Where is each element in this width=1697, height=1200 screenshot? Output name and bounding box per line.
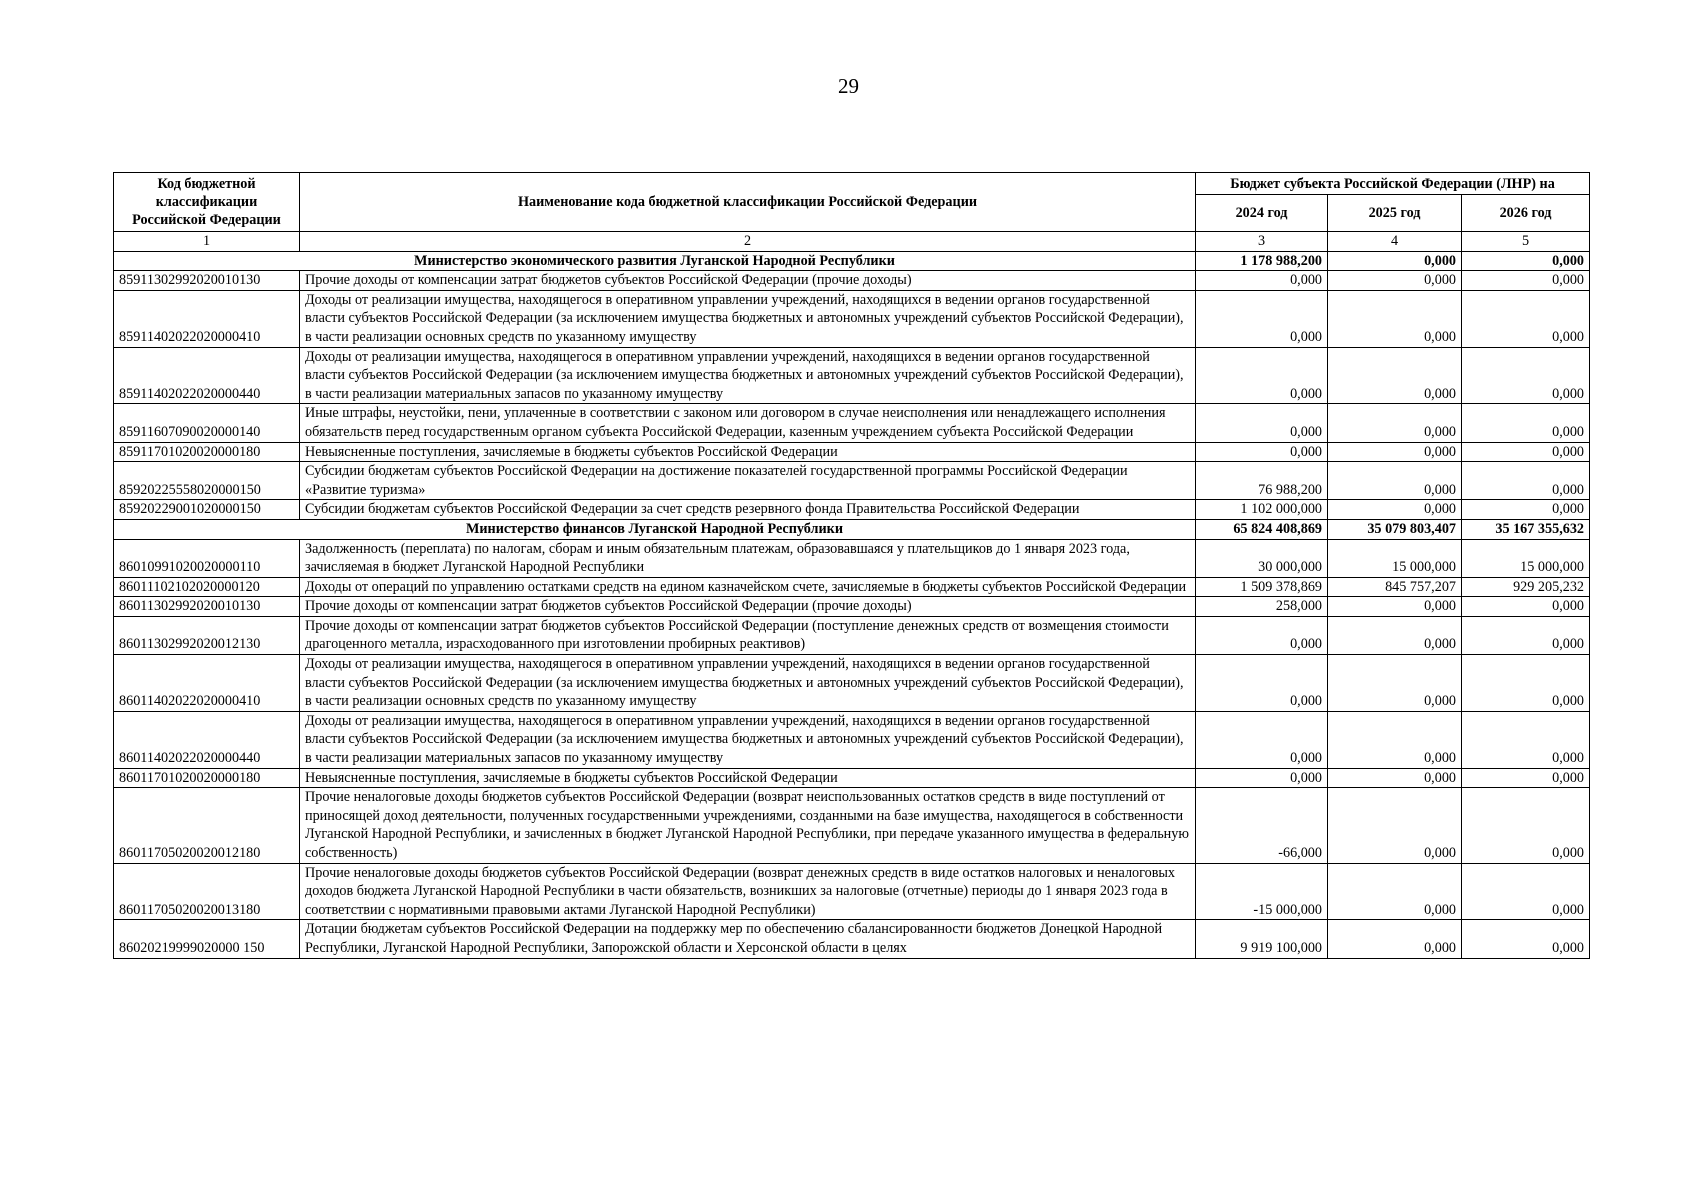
- section-total: 65 824 408,869: [1196, 519, 1328, 539]
- column-index: 1: [114, 232, 300, 252]
- budget-code-name: Невыясненные поступления, зачисляемые в бюджеты субъектов Российской Федерации: [300, 442, 1196, 462]
- budget-code: 86011402022020000410: [114, 655, 300, 712]
- budget-code: 86011402022020000440: [114, 711, 300, 768]
- table-row: [114, 655, 1590, 712]
- section-total: 1 178 988,200: [1196, 251, 1328, 271]
- amount-cell: 0,000: [1328, 462, 1462, 500]
- budget-code: 86011705020020012180: [114, 788, 300, 863]
- budget-code-name: Прочие неналоговые доходы бюджетов субъектов Российской Федерации (возврат неиспользованных остатков средств в виде поступлений от приносящей доход деятельности, полученных государственными учреждениями, созданными на базе имущества, находящегося в собственности Луганской Народной Республики, и зачисленных в бюджет Луганской Народной Республики, при передаче указанного имущества в федеральную собственность): [300, 788, 1196, 863]
- budget-code: 86011302992020010130: [114, 597, 300, 617]
- amount-cell: 0,000: [1196, 768, 1328, 788]
- budget-code-name: Иные штрафы, неустойки, пени, уплаченные в соответствии с законом или договором в случае неисполнения или ненадлежащего исполнения обязательств перед государственным органом субъекта Российской Федерации, казенным учреждением субъекта Российской Федерации: [300, 404, 1196, 442]
- amount-cell: 0,000: [1462, 500, 1590, 520]
- budget-code-name: Прочие неналоговые доходы бюджетов субъектов Российской Федерации (возврат денежных средств в виде остатков налоговых и неналоговых доходов бюджета Луганской Народной Республики в части обязательств, возникших за налоговые (отчетные) периоды до 1 января 2023 года в соответствии с нормативными правовыми актами Луганской Народной Республики): [300, 863, 1196, 920]
- amount-cell: 15 000,000: [1328, 539, 1462, 577]
- budget-code-name: Доходы от реализации имущества, находящегося в оперативном управлении учреждений, находящихся в ведении органов государственной власти субъектов Российской Федерации (за исключением имущества бюджетных и автономных учреждений субъектов Российской Федерации), в части реализации основных средств по указанному имуществу: [300, 290, 1196, 347]
- amount-cell: 0,000: [1328, 290, 1462, 347]
- section-title: Министерство финансов Луганской Народной Республики: [114, 519, 1196, 539]
- budget-code: 85911701020020000180: [114, 442, 300, 462]
- table-row: [114, 920, 1590, 958]
- amount-cell: 258,000: [1196, 597, 1328, 617]
- table-row: [114, 404, 1590, 442]
- amount-cell: 929 205,232: [1462, 577, 1590, 597]
- section-total: 35 079 803,407: [1328, 519, 1462, 539]
- year-2025-header: 2025 год: [1328, 195, 1462, 232]
- budget-code-name: Прочие доходы от компенсации затрат бюджетов субъектов Российской Федерации (прочие доходы): [300, 271, 1196, 291]
- budget-code: 85920229001020000150: [114, 500, 300, 520]
- amount-cell: 0,000: [1462, 616, 1590, 654]
- column-index: 3: [1196, 232, 1328, 252]
- amount-cell: 0,000: [1196, 404, 1328, 442]
- amount-cell: -15 000,000: [1196, 863, 1328, 920]
- amount-cell: -66,000: [1196, 788, 1328, 863]
- section-total: 0,000: [1462, 251, 1590, 271]
- amount-cell: 9 919 100,000: [1196, 920, 1328, 958]
- budget-code-name: Задолженность (переплата) по налогам, сборам и иным обязательным платежам, образовавшаяся у плательщиков до 1 января 2023 года, зачисляемая в бюджет Луганской Народной Республики: [300, 539, 1196, 577]
- amount-cell: 0,000: [1328, 863, 1462, 920]
- budget-code-name: Прочие доходы от компенсации затрат бюджетов субъектов Российской Федерации (прочие доходы): [300, 597, 1196, 617]
- amount-cell: 0,000: [1328, 442, 1462, 462]
- amount-cell: 0,000: [1196, 290, 1328, 347]
- amount-cell: 0,000: [1462, 347, 1590, 404]
- budget-code-name: Доходы от реализации имущества, находящегося в оперативном управлении учреждений, находящихся в ведении органов государственной власти субъектов Российской Федерации (за исключением имущества бюджетных и автономных учреждений субъектов Российской Федерации), в части реализации материальных запасов по указанному имуществу: [300, 711, 1196, 768]
- budget-code: 85911402022020000410: [114, 290, 300, 347]
- amount-cell: 0,000: [1462, 711, 1590, 768]
- amount-cell: 30 000,000: [1196, 539, 1328, 577]
- amount-cell: 0,000: [1328, 347, 1462, 404]
- amount-cell: 0,000: [1462, 597, 1590, 617]
- budget-code: 85911607090020000140: [114, 404, 300, 442]
- year-2024-header: 2024 год: [1196, 195, 1328, 232]
- table-row: [114, 462, 1590, 500]
- amount-cell: 845 757,207: [1328, 577, 1462, 597]
- amount-cell: 0,000: [1196, 616, 1328, 654]
- table-row: [114, 347, 1590, 404]
- budget-code: 85911302992020010130: [114, 271, 300, 291]
- budget-code: 86011705020020013180: [114, 863, 300, 920]
- table-row: [114, 442, 1590, 462]
- amount-cell: 0,000: [1196, 711, 1328, 768]
- amount-cell: 0,000: [1196, 347, 1328, 404]
- amount-cell: 0,000: [1196, 442, 1328, 462]
- column-index: 4: [1328, 232, 1462, 252]
- amount-cell: 0,000: [1328, 655, 1462, 712]
- amount-cell: 0,000: [1196, 655, 1328, 712]
- name-column-header: Наименование кода бюджетной классификации Российской Федерации: [300, 173, 1196, 232]
- budget-code-name: Доходы от реализации имущества, находящегося в оперативном управлении учреждений, находящихся в ведении органов государственной власти субъектов Российской Федерации (за исключением имущества бюджетных и автономных учреждений субъектов Российской Федерации), в части реализации материальных запасов по указанному имуществу: [300, 347, 1196, 404]
- column-index: 5: [1462, 232, 1590, 252]
- budget-code: 86020219999020000 150: [114, 920, 300, 958]
- amount-cell: 0,000: [1328, 500, 1462, 520]
- header-row: [114, 173, 1590, 195]
- amount-cell: 0,000: [1462, 290, 1590, 347]
- table-row: [114, 290, 1590, 347]
- amount-cell: 76 988,200: [1196, 462, 1328, 500]
- amount-cell: 0,000: [1462, 462, 1590, 500]
- amount-cell: 0,000: [1462, 655, 1590, 712]
- column-index-row: [114, 232, 1590, 252]
- budget-code-name: Доходы от реализации имущества, находящегося в оперативном управлении учреждений, находящихся в ведении органов государственной власти субъектов Российской Федерации (за исключением имущества бюджетных и автономных учреждений субъектов Российской Федерации), в части реализации основных средств по указанному имуществу: [300, 655, 1196, 712]
- table-row: [114, 768, 1590, 788]
- amount-cell: 0,000: [1328, 788, 1462, 863]
- table-row: [114, 863, 1590, 920]
- table-row: [114, 577, 1590, 597]
- amount-cell: 0,000: [1328, 711, 1462, 768]
- section-row: [114, 519, 1590, 539]
- section-title: Министерство экономического развития Луганской Народной Республики: [114, 251, 1196, 271]
- amount-cell: 0,000: [1462, 920, 1590, 958]
- amount-cell: 0,000: [1462, 863, 1590, 920]
- amount-cell: 0,000: [1462, 442, 1590, 462]
- table-row: [114, 500, 1590, 520]
- amount-cell: 0,000: [1462, 271, 1590, 291]
- budget-code: 85920225558020000150: [114, 462, 300, 500]
- budget-code-name: Дотации бюджетам субъектов Российской Федерации на поддержку мер по обеспечению сбалансированности бюджетов Донецкой Народной Республики, Луганской Народной Республики, Запорожской области и Херсонской области в целях: [300, 920, 1196, 958]
- page-number: 29: [838, 74, 859, 98]
- table-row: [114, 597, 1590, 617]
- column-index: 2: [300, 232, 1196, 252]
- amount-cell: 0,000: [1462, 788, 1590, 863]
- budget-group-header: Бюджет субъекта Российской Федерации (ЛНР) на: [1196, 173, 1590, 195]
- budget-code: 86010991020020000110: [114, 539, 300, 577]
- budget-code-name: Доходы от операций по управлению остатками средств на едином казначейском счете, зачисляемые в бюджеты субъектов Российской Федерации: [300, 577, 1196, 597]
- section-row: [114, 251, 1590, 271]
- budget-code: 86011701020020000180: [114, 768, 300, 788]
- budget-table: [113, 172, 1590, 959]
- amount-cell: 0,000: [1328, 271, 1462, 291]
- table-row: [114, 271, 1590, 291]
- table-row: [114, 711, 1590, 768]
- amount-cell: 1 102 000,000: [1196, 500, 1328, 520]
- amount-cell: 15 000,000: [1462, 539, 1590, 577]
- amount-cell: 0,000: [1462, 404, 1590, 442]
- budget-code-name: Субсидии бюджетам субъектов Российской Федерации на достижение показателей государственной программы Российской Федерации «Развитие туризма»: [300, 462, 1196, 500]
- table-row: [114, 539, 1590, 577]
- budget-code: 86011302992020012130: [114, 616, 300, 654]
- budget-code-name: Невыясненные поступления, зачисляемые в бюджеты субъектов Российской Федерации: [300, 768, 1196, 788]
- budget-code-name: Субсидии бюджетам субъектов Российской Федерации за счет средств резервного фонда Правительства Российской Федерации: [300, 500, 1196, 520]
- year-2026-header: 2026 год: [1462, 195, 1590, 232]
- amount-cell: 0,000: [1328, 597, 1462, 617]
- section-total: 0,000: [1328, 251, 1462, 271]
- amount-cell: 0,000: [1462, 768, 1590, 788]
- code-column-header: Код бюджетной классификации Российской Федерации: [114, 173, 300, 232]
- budget-code: 86011102102020000120: [114, 577, 300, 597]
- amount-cell: 0,000: [1328, 768, 1462, 788]
- table-row: [114, 788, 1590, 863]
- section-total: 35 167 355,632: [1462, 519, 1590, 539]
- amount-cell: 0,000: [1328, 920, 1462, 958]
- amount-cell: 0,000: [1328, 404, 1462, 442]
- table-row: [114, 616, 1590, 654]
- amount-cell: 1 509 378,869: [1196, 577, 1328, 597]
- budget-code: 85911402022020000440: [114, 347, 300, 404]
- table-body: [114, 251, 1590, 958]
- amount-cell: 0,000: [1328, 616, 1462, 654]
- budget-code-name: Прочие доходы от компенсации затрат бюджетов субъектов Российской Федерации (поступление денежных средств от возмещения стоимости драгоценного металла, израсходованного при изготовлении пробирных реактивов): [300, 616, 1196, 654]
- amount-cell: 0,000: [1196, 271, 1328, 291]
